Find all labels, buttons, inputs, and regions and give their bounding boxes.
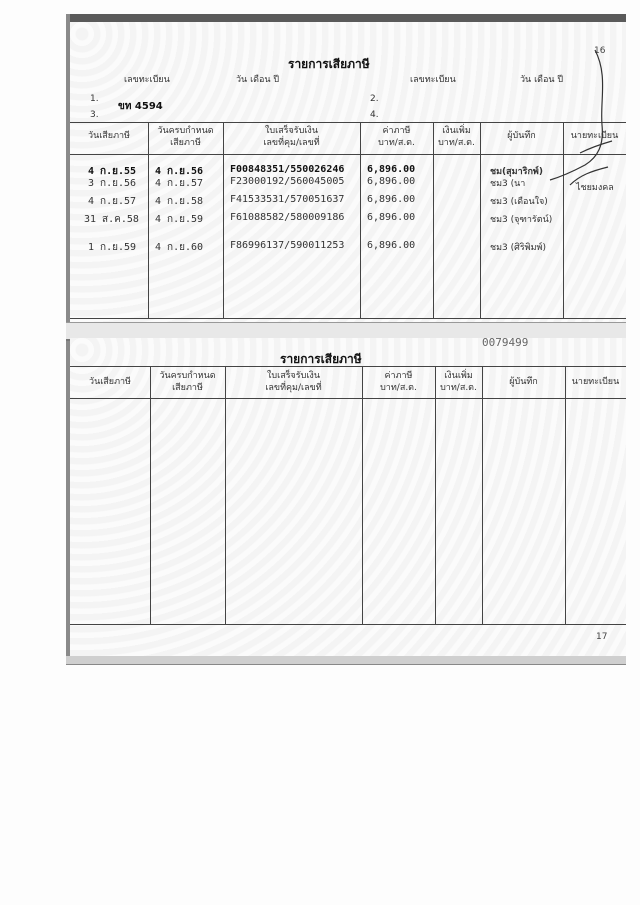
- row-2-receipt: F23000192/560045005: [230, 176, 345, 187]
- table2-col-divider-4: [435, 366, 436, 624]
- scan-edge-top: [70, 14, 626, 22]
- label-date-left: วัน เดือน ปี: [236, 75, 280, 85]
- table2-bottom-rule: [70, 624, 626, 625]
- row-1-due: 4 ก.ย.56: [155, 166, 204, 177]
- page-number-top: 16: [594, 46, 606, 56]
- section-title-top: รายการเสียภาษี: [288, 57, 370, 71]
- row-2-recorder: ชม3 (นา: [490, 179, 526, 189]
- label-reg-right: เลขทะเบียน: [410, 75, 456, 85]
- table-bottom-rule: [70, 318, 626, 319]
- row-5-due: 4 ก.ย.60: [155, 242, 204, 253]
- row-2-paid: 3 ก.ย.56: [88, 178, 137, 189]
- table2-col-divider-3: [362, 366, 363, 624]
- col-divider-3: [360, 122, 361, 318]
- table2-col-divider-5: [482, 366, 483, 624]
- col-header-paid-date: วันเสียภาษี: [88, 131, 130, 141]
- reg-row-4-num: 4.: [370, 110, 379, 120]
- reg-row-3-num: 3.: [90, 110, 99, 120]
- sheet-bottom-edge: [66, 656, 626, 665]
- col-header-registrar: นายทะเบียน: [570, 131, 619, 141]
- label-date-right: วัน เดือน ปี: [520, 75, 564, 85]
- signature-scribble: [480, 45, 620, 205]
- col-header-due-date: วันครบกำหนด เสียภาษี: [157, 126, 214, 148]
- row-1-recorder: ชม(สุมาริกพ์): [490, 167, 543, 177]
- table2-col-divider-1: [150, 366, 151, 624]
- row-5-recorder: ชม3 (ศิริพิมพ์): [490, 243, 546, 253]
- table2-col-header-receipt: ใบเสร็จรับเงิน เลขที่คุม/เลขที่: [265, 371, 322, 393]
- section-title-bottom: รายการเสียภาษี: [280, 352, 362, 366]
- table2-header-rule: [70, 398, 626, 399]
- table2-col-header-due-date: วันครบกำหนด เสียภาษี: [159, 371, 216, 393]
- row-3-receipt: F41533531/570051637: [230, 194, 345, 205]
- row-4-recorder: ชม3 (จุฑารัตน์): [490, 215, 553, 225]
- row-5-tax: 6,896.00: [367, 240, 416, 251]
- col-header-receipt: ใบเสร็จรับเงิน เลขที่คุม/เลขที่: [263, 126, 320, 148]
- table2-col-header-paid-date: วันเสียภาษี: [89, 377, 131, 387]
- reg-row-1-value: ขท 4594: [118, 101, 163, 112]
- col-header-extra: เงินเพิ่ม บาท/ส.ต.: [438, 126, 475, 148]
- table2-col-header-extra: เงินเพิ่ม บาท/ส.ต.: [440, 371, 477, 393]
- col-header-recorder: ผู้บันทึก: [507, 131, 536, 141]
- col-divider-2: [223, 122, 224, 318]
- col-divider-1: [148, 122, 149, 318]
- row-3-tax: 6,896.00: [367, 194, 416, 205]
- table2-col-divider-2: [225, 366, 226, 624]
- table2-top-rule: [70, 366, 626, 367]
- row-4-paid: 31 ส.ค.58: [84, 214, 139, 225]
- serial-fragment: 0079499: [482, 336, 529, 349]
- row-4-tax: 6,896.00: [367, 212, 416, 223]
- col-header-tax: ค่าภาษี บาท/ส.ต.: [378, 126, 415, 148]
- row-4-due: 4 ก.ย.59: [155, 214, 204, 225]
- row-2-due: 4 ก.ย.57: [155, 178, 204, 189]
- row-2-tax: 6,896.00: [367, 176, 416, 187]
- row-4-receipt: F61088582/580009186: [230, 212, 345, 223]
- row-1-tax: 6,896.00: [367, 164, 416, 175]
- registrar-note: ไชยมงคล: [576, 183, 614, 193]
- row-1-receipt: F00848351/550026246: [230, 164, 345, 175]
- table2-col-header-registrar: นายทะเบียน: [571, 377, 620, 387]
- row-5-receipt: F86996137/590011253: [230, 240, 345, 251]
- col-divider-4: [433, 122, 434, 318]
- reg-row-1-num: 1.: [90, 94, 99, 104]
- table2-col-header-tax: ค่าภาษี บาท/ส.ต.: [380, 371, 417, 393]
- reg-row-2-num: 2.: [370, 94, 379, 104]
- row-3-recorder: ชม3 (เดือนใจ): [490, 197, 548, 207]
- row-5-paid: 1 ก.ย.59: [88, 242, 137, 253]
- row-3-paid: 4 ก.ย.57: [88, 196, 137, 207]
- label-reg-left: เลขทะเบียน: [124, 75, 170, 85]
- table2-col-header-recorder: ผู้บันทึก: [509, 377, 538, 387]
- table2-col-divider-6: [565, 366, 566, 624]
- page-number-bottom: 17: [596, 632, 608, 642]
- row-3-due: 4 ก.ย.58: [155, 196, 204, 207]
- row-1-paid: 4 ก.ย.55: [88, 166, 137, 177]
